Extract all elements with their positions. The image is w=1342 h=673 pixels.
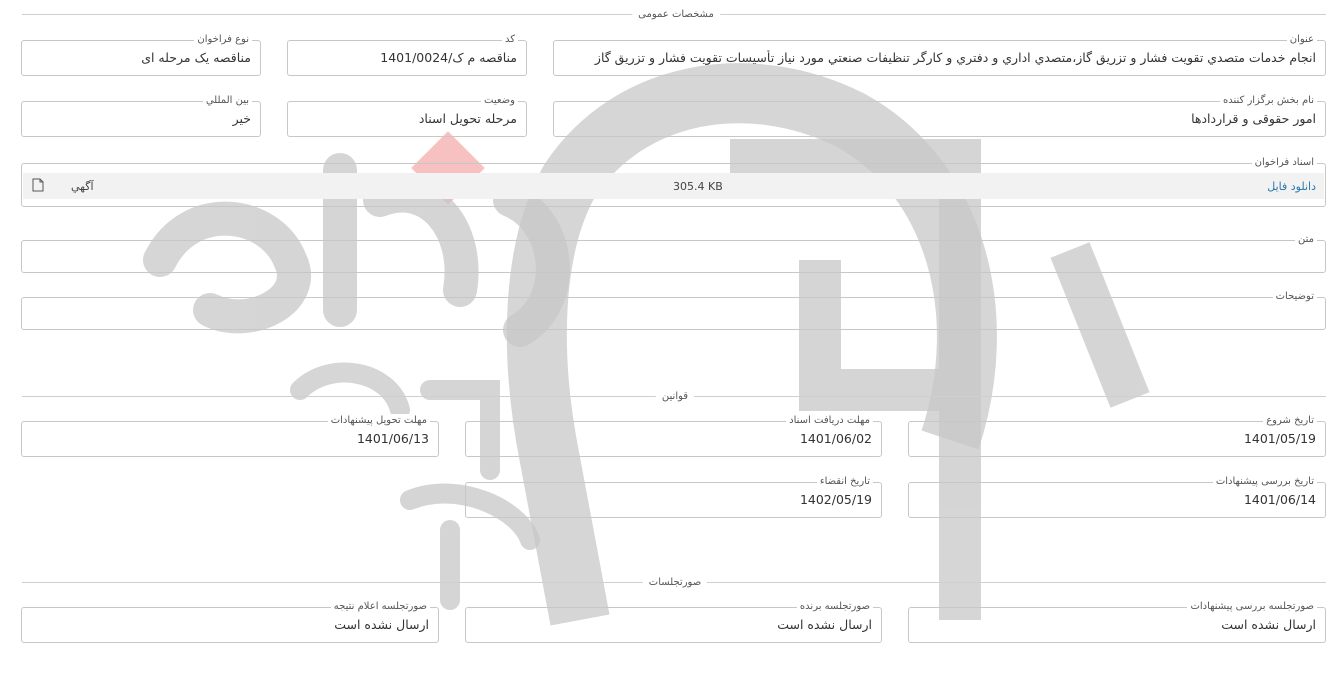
expiry-date-value: 1402/05/19 [799, 492, 872, 507]
status-value: مرحله تحویل اسناد [418, 111, 517, 126]
department-label: نام بخش برگزار کننده [1220, 94, 1317, 108]
review-minutes-field [908, 601, 1326, 643]
text-label: متن [1295, 233, 1317, 247]
review-minutes-value: ارسال نشده است [1221, 617, 1316, 632]
start-date-field [908, 415, 1326, 457]
doc-deadline-field [465, 415, 882, 457]
description-field [21, 291, 1326, 330]
winner-minutes-value: ارسال نشده است [777, 617, 872, 632]
file-name: آگهي [71, 180, 94, 193]
doc-deadline-value: 1401/06/02 [799, 431, 872, 446]
section-title-rules: قوانین [656, 390, 694, 404]
review-date-label: تاریخ بررسی پیشنهادات [1213, 475, 1317, 489]
winner-minutes-field [465, 601, 882, 643]
tender-documents-label: اسناد فراخوان [1252, 156, 1317, 170]
tender-documents [21, 157, 1326, 207]
result-minutes-label: صورتجلسه اعلام نتیجه [331, 600, 430, 614]
file-icon[interactable] [32, 178, 44, 192]
winner-minutes-label: صورتجلسه برنده [797, 600, 873, 614]
tender-type-field [21, 34, 261, 76]
code-field [287, 34, 527, 76]
code-value: مناقصه م ک/1401/0024 [380, 50, 517, 65]
review-date-value: 1401/06/14 [1243, 492, 1316, 507]
department-value: امور حقوقی و قراردادها [1191, 111, 1316, 126]
status-field [287, 95, 527, 137]
expiry-date-field [465, 476, 882, 518]
doc-deadline-label: مهلت دریافت اسناد [786, 414, 873, 428]
international-label: بين المللي [203, 94, 252, 108]
international-value: خير [232, 111, 251, 126]
title-field [553, 34, 1326, 76]
review-minutes-label: صورتجلسه بررسی پیشنهادات [1187, 600, 1317, 614]
result-minutes-field [21, 601, 439, 643]
file-size: 305.4 KB [673, 180, 723, 193]
status-label: وضعیت [481, 94, 518, 108]
start-date-label: تاریخ شروع [1263, 414, 1317, 428]
tender-type-label: نوع فراخوان [194, 33, 252, 47]
title-label: عنوان [1287, 33, 1317, 47]
section-title-minutes: صورتجلسات [643, 576, 707, 590]
title-value: انجام خدمات متصدي تقويت فشار و تزريق گاز،متصدي اداري و دفتري و كارگر تنظيفات صنعتي مورد نياز تأسيسات تقويت فشار و تزريق گاز [594, 50, 1316, 65]
department-field [553, 95, 1326, 137]
review-date-field [908, 476, 1326, 518]
code-label: کد [502, 33, 518, 47]
description-label: توضیحات [1273, 290, 1317, 304]
offer-deadline-label: مهلت تحویل پیشنهادات [328, 414, 430, 428]
expiry-date-label: تاریخ انقضاء [817, 475, 873, 489]
offer-deadline-field [21, 415, 439, 457]
document-row [23, 173, 1324, 199]
download-file-link[interactable]: دانلود فايل [1267, 180, 1316, 193]
text-field [21, 234, 1326, 273]
section-title-general: مشخصات عمومی [632, 8, 720, 22]
offer-deadline-value: 1401/06/13 [356, 431, 429, 446]
tender-type-value: مناقصه یک مرحله ای [141, 50, 251, 65]
result-minutes-value: ارسال نشده است [334, 617, 429, 632]
international-field [21, 95, 261, 137]
start-date-value: 1401/05/19 [1243, 431, 1316, 446]
